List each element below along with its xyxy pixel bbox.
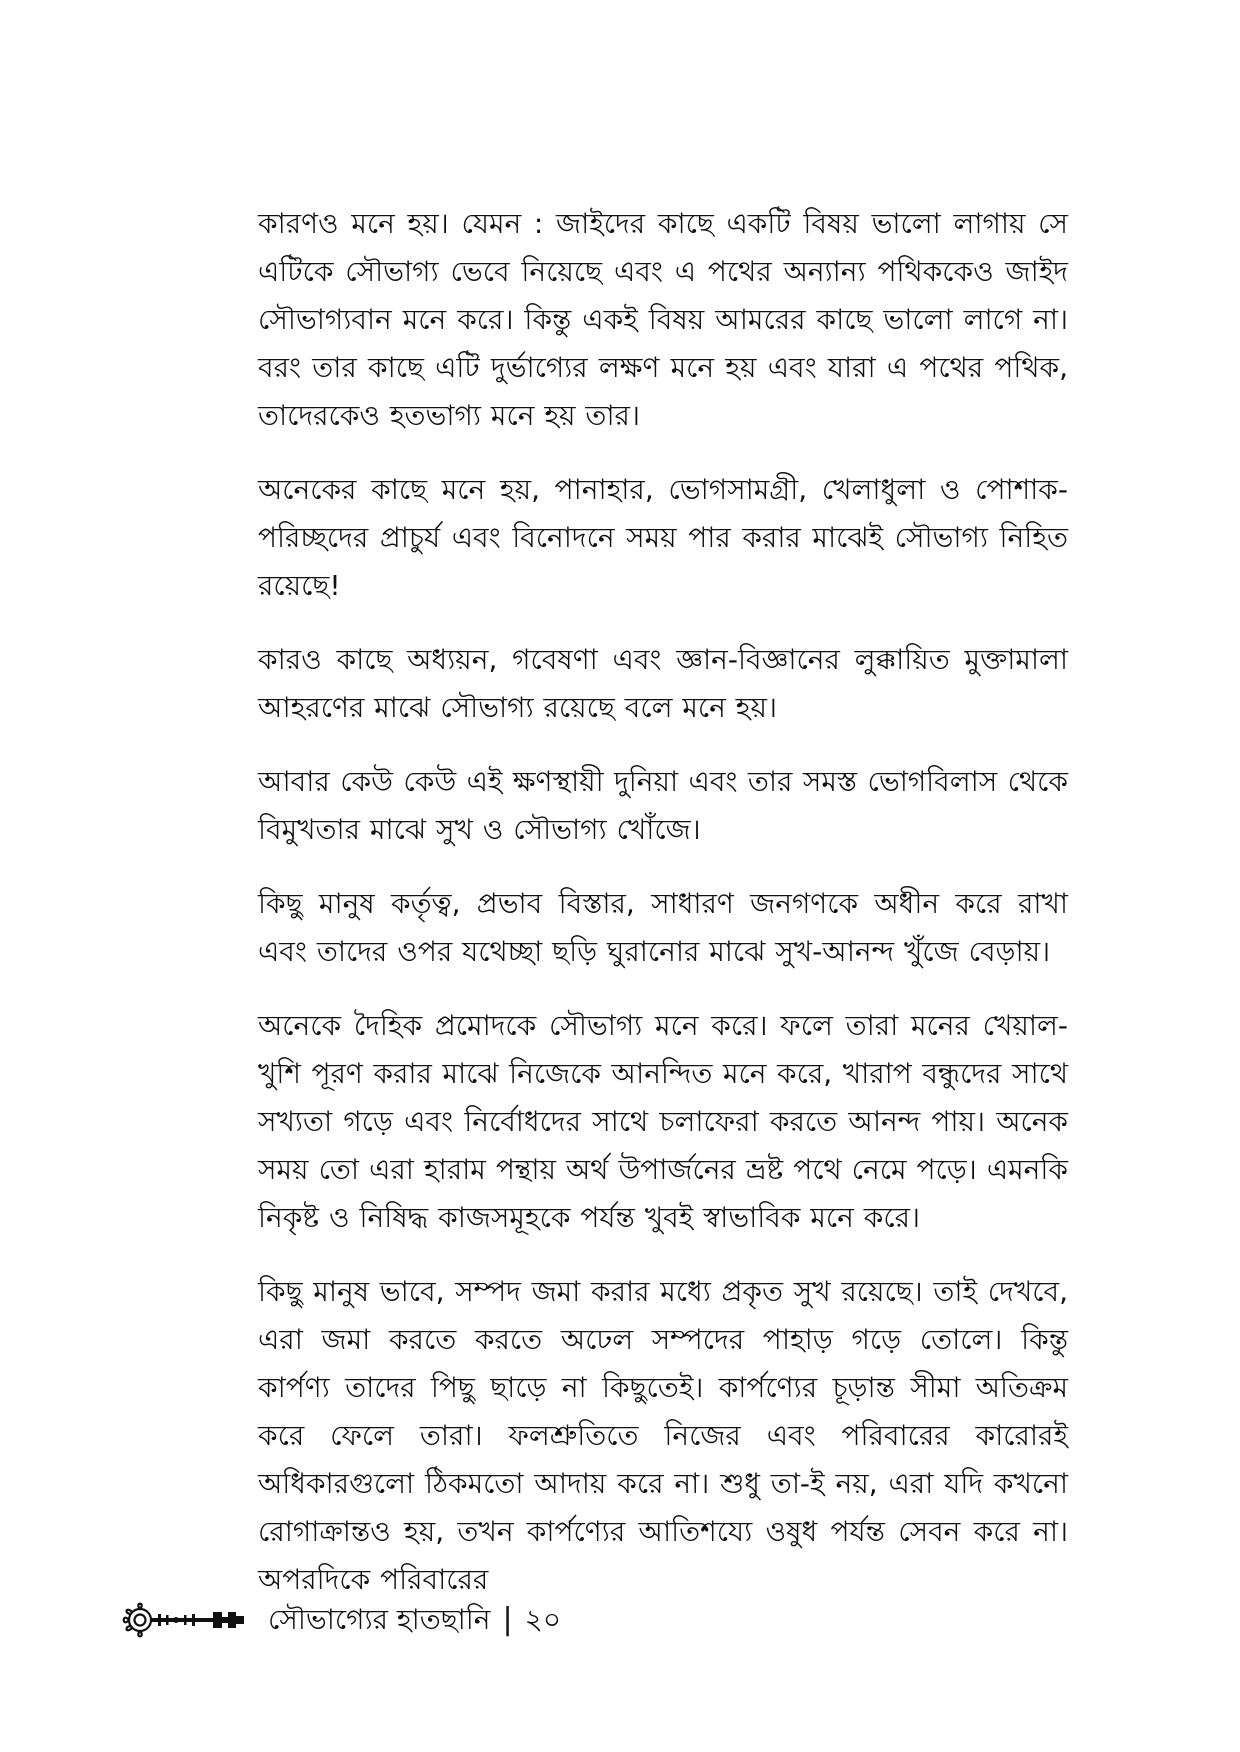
book-title: সৌভাগ্যের হাতছানি [268, 1603, 491, 1636]
paragraph: কারণও মনে হয়। যেমন : জাইদের কাছে একটি বিষয় ভালো লাগায় সে এটিকে সৌভাগ্য ভেবে নিয়েছে এবং এ পথের অন্যান্য পথিককেও জাইদ সৌভাগ্যবান মনে করে। কিন্তু একই বিষয় আমরের কাছে ভালো লাগে না। বরং তার কাছে এটি দুর্ভাগ্যের লক্ষণ মনে হয় এবং যারা এ পথের পথিক, তাদেরকেও হতভাগ্য মনে হয় তার। [258, 207, 1068, 432]
paragraph: কিছু মানুষ ভাবে, সম্পদ জমা করার মধ্যে প্রকৃত সুখ রয়েছে। তাই দেখবে, এরা জমা করতে করতে অঢেল সম্পদের পাহাড় গড়ে তোলে। কিন্তু কার্পণ্য তাদের পিছু ছাড়ে না কিছুতেই। কার্পণ্যের চূড়ান্ত সীমা অতিক্রম করে ফেলে তারা। ফলশ্রুতিতে নিজের এবং পরিবারের কারোরই অধিকারগুলো ঠিকমতো আদায় করে না। শুধু তা-ই নয়, এরা যদি কখনো রোগাক্রান্তও হয়, তখন কার্পণ্যের আতিশয্যে ওষুধ পর্যন্ত সেবন করে না। অপরদিকে পরিবারের [258, 1275, 1068, 1596]
page-number: ২০ [524, 1603, 562, 1636]
key-ornament-icon [118, 1600, 250, 1640]
paragraph: অনেকের কাছে মনে হয়, পানাহার, ভোগসামগ্রী, খেলাধুলা ও পোশাক-পরিচ্ছদের প্রাচুর্য এবং বিনোদনে সময় পার করার মাঝেই সৌভাগ্য নিহিত রয়েছে! [258, 473, 1068, 602]
paragraph: আবার কেউ কেউ এই ক্ষণস্থায়ী দুনিয়া এবং তার সমস্ত ভোগবিলাস থেকে বিমুখতার মাঝে সুখ ও সৌভাগ্য খোঁজে। [258, 765, 1068, 846]
page-footer [118, 1596, 561, 1644]
paragraph: কিছু মানুষ কর্তৃত্ব, প্রভাব বিস্তার, সাধারণ জনগণকে অধীন করে রাখা এবং তাদের ওপর যথেচ্ছা ছড়ি ঘুরানোর মাঝে সুখ-আনন্দ খুঁজে বেড়ায়। [258, 887, 1068, 968]
body-text [258, 200, 1068, 1630]
paragraph: কারও কাছে অধ্যয়ন, গবেষণা এবং জ্ঞান-বিজ্ঞানের লুক্কায়িত মুক্তামালা আহরণের মাঝে সৌভাগ্য রয়েছে বলে মনে হয়। [258, 643, 1068, 724]
footer-separator: | [502, 1602, 513, 1637]
paragraph: অনেকে দৈহিক প্রমোদকে সৌভাগ্য মনে করে। ফলে তারা মনের খেয়াল-খুশি পূরণ করার মাঝে নিজেকে আনন্দিত মনে করে, খারাপ বন্ধুদের সাথে সখ্যতা গড়ে এবং নির্বোধদের সাথে চলাফেরা করতে আনন্দ পায়। অনেক সময় তো এরা হারাম পন্থায় অর্থ উপার্জনের ভ্রষ্ট পথে নেমে পড়ে। এমনকি নিকৃষ্ট ও নিষিদ্ধ কাজসমূহকে পর্যন্ত খুবই স্বাভাবিক মনে করে। [258, 1009, 1068, 1234]
